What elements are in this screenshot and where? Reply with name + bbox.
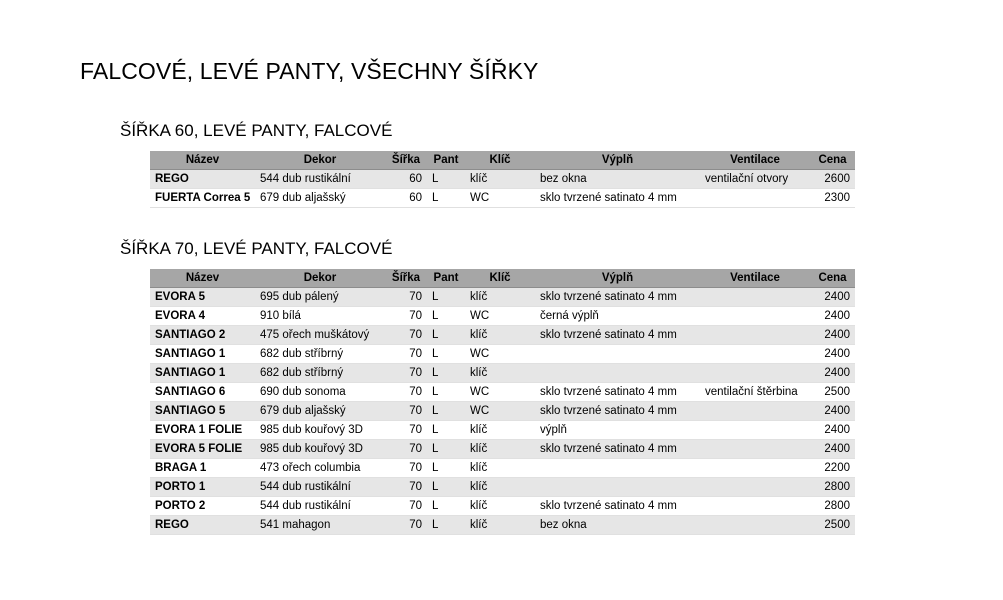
- table-row: [150, 170, 855, 189]
- cell-vypln: [535, 478, 700, 497]
- cell-ventilace: [700, 189, 810, 208]
- cell-cena: 2200: [810, 459, 855, 478]
- table-row: [150, 497, 855, 516]
- column-header-nazev: Název: [150, 151, 255, 170]
- cell-sirka: 70: [385, 307, 427, 326]
- cell-nazev: EVORA 5: [150, 288, 255, 307]
- cell-vypln: [535, 364, 700, 383]
- cell-sirka: 70: [385, 516, 427, 535]
- cell-pant: L: [427, 421, 465, 440]
- cell-nazev: REGO: [150, 170, 255, 189]
- cell-dekor: 682 dub stříbrný: [255, 345, 385, 364]
- cell-sirka: 70: [385, 364, 427, 383]
- cell-dekor: 679 dub aljašský: [255, 402, 385, 421]
- column-header-cena: Cena: [810, 269, 855, 288]
- cell-dekor: 544 dub rustikální: [255, 478, 385, 497]
- column-header-sirka: Šířka: [385, 151, 427, 170]
- cell-dekor: 541 mahagon: [255, 516, 385, 535]
- cell-klic: klíč: [465, 497, 535, 516]
- column-header-pant: Pant: [427, 269, 465, 288]
- cell-cena: 2800: [810, 478, 855, 497]
- cell-vypln: černá výplň: [535, 307, 700, 326]
- column-header-nazev: Název: [150, 269, 255, 288]
- cell-cena: 2400: [810, 402, 855, 421]
- cell-vypln: bez okna: [535, 170, 700, 189]
- cell-ventilace: [700, 345, 810, 364]
- section-title-width-70: ŠÍŘKA 70, LEVÉ PANTY, FALCOVÉ: [120, 239, 393, 258]
- cell-dekor: 679 dub aljašský: [255, 189, 385, 208]
- table-row: [150, 307, 855, 326]
- cell-pant: L: [427, 189, 465, 208]
- cell-klic: WC: [465, 307, 535, 326]
- cell-klic: klíč: [465, 478, 535, 497]
- cell-nazev: REGO: [150, 516, 255, 535]
- cell-klic: WC: [465, 402, 535, 421]
- column-header-klic: Klíč: [465, 151, 535, 170]
- cell-vypln: sklo tvrzené satinato 4 mm: [535, 497, 700, 516]
- cell-pant: L: [427, 383, 465, 402]
- cell-nazev: EVORA 5 FOLIE: [150, 440, 255, 459]
- table-row: [150, 288, 855, 307]
- cell-nazev: EVORA 4: [150, 307, 255, 326]
- cell-cena: 2400: [810, 345, 855, 364]
- cell-nazev: PORTO 2: [150, 497, 255, 516]
- cell-dekor: 985 dub kouřový 3D: [255, 421, 385, 440]
- column-header-vypln: Výplň: [535, 269, 700, 288]
- cell-cena: 2800: [810, 497, 855, 516]
- table-row: [150, 478, 855, 497]
- column-header-cena: Cena: [810, 151, 855, 170]
- cell-vypln: sklo tvrzené satinato 4 mm: [535, 402, 700, 421]
- cell-sirka: 70: [385, 383, 427, 402]
- cell-pant: L: [427, 440, 465, 459]
- table-row: [150, 440, 855, 459]
- table-row: [150, 516, 855, 535]
- cell-sirka: 70: [385, 421, 427, 440]
- table-row: [150, 364, 855, 383]
- table-header-row: [150, 151, 855, 170]
- cell-nazev: SANTIAGO 6: [150, 383, 255, 402]
- cell-vypln: výplň: [535, 421, 700, 440]
- cell-vypln: sklo tvrzené satinato 4 mm: [535, 189, 700, 208]
- cell-klic: klíč: [465, 516, 535, 535]
- cell-klic: klíč: [465, 440, 535, 459]
- cell-pant: L: [427, 326, 465, 345]
- cell-ventilace: [700, 421, 810, 440]
- cell-nazev: SANTIAGO 1: [150, 364, 255, 383]
- cell-vypln: sklo tvrzené satinato 4 mm: [535, 326, 700, 345]
- cell-pant: L: [427, 288, 465, 307]
- cell-vypln: sklo tvrzené satinato 4 mm: [535, 440, 700, 459]
- column-header-dekor: Dekor: [255, 151, 385, 170]
- cell-cena: 2400: [810, 326, 855, 345]
- cell-ventilace: [700, 440, 810, 459]
- cell-nazev: FUERTA Correa 5: [150, 189, 255, 208]
- column-header-dekor: Dekor: [255, 269, 385, 288]
- cell-pant: L: [427, 497, 465, 516]
- column-header-klic: Klíč: [465, 269, 535, 288]
- cell-dekor: 544 dub rustikální: [255, 497, 385, 516]
- cell-klic: klíč: [465, 421, 535, 440]
- cell-pant: L: [427, 307, 465, 326]
- column-header-ventilace: Ventilace: [700, 269, 810, 288]
- cell-pant: L: [427, 345, 465, 364]
- cell-vypln: sklo tvrzené satinato 4 mm: [535, 383, 700, 402]
- cell-cena: 2300: [810, 189, 855, 208]
- cell-dekor: 910 bílá: [255, 307, 385, 326]
- cell-pant: L: [427, 478, 465, 497]
- table-header-row: [150, 269, 855, 288]
- table-row: [150, 402, 855, 421]
- table-row: [150, 383, 855, 402]
- cell-dekor: 473 ořech columbia: [255, 459, 385, 478]
- cell-cena: 2400: [810, 440, 855, 459]
- cell-ventilace: [700, 478, 810, 497]
- cell-klic: klíč: [465, 459, 535, 478]
- cell-cena: 2400: [810, 364, 855, 383]
- cell-sirka: 70: [385, 459, 427, 478]
- column-header-sirka: Šířka: [385, 269, 427, 288]
- cell-ventilace: [700, 364, 810, 383]
- cell-vypln: [535, 345, 700, 364]
- cell-ventilace: [700, 288, 810, 307]
- cell-cena: 2500: [810, 516, 855, 535]
- cell-sirka: 70: [385, 497, 427, 516]
- cell-sirka: 70: [385, 345, 427, 364]
- cell-ventilace: [700, 326, 810, 345]
- cell-cena: 2500: [810, 383, 855, 402]
- cell-dekor: 682 dub stříbrný: [255, 364, 385, 383]
- cell-pant: L: [427, 459, 465, 478]
- cell-ventilace: [700, 497, 810, 516]
- column-header-ventilace: Ventilace: [700, 151, 810, 170]
- cell-klic: klíč: [465, 170, 535, 189]
- cell-nazev: PORTO 1: [150, 478, 255, 497]
- cell-pant: L: [427, 170, 465, 189]
- cell-nazev: BRAGA 1: [150, 459, 255, 478]
- cell-dekor: 690 dub sonoma: [255, 383, 385, 402]
- cell-pant: L: [427, 402, 465, 421]
- table-width-60: [150, 151, 855, 208]
- column-header-pant: Pant: [427, 151, 465, 170]
- cell-nazev: SANTIAGO 5: [150, 402, 255, 421]
- table-width-70: [150, 269, 855, 535]
- cell-pant: L: [427, 516, 465, 535]
- table-row: [150, 459, 855, 478]
- cell-nazev: SANTIAGO 1: [150, 345, 255, 364]
- section-title-width-60: ŠÍŘKA 60, LEVÉ PANTY, FALCOVÉ: [120, 121, 393, 140]
- cell-nazev: SANTIAGO 2: [150, 326, 255, 345]
- cell-cena: 2600: [810, 170, 855, 189]
- cell-dekor: 695 dub pálený: [255, 288, 385, 307]
- cell-cena: 2400: [810, 421, 855, 440]
- column-header-vypln: Výplň: [535, 151, 700, 170]
- page-title: FALCOVÉ, LEVÉ PANTY, VŠECHNY ŠÍŘKY: [80, 58, 539, 84]
- cell-sirka: 70: [385, 440, 427, 459]
- cell-sirka: 70: [385, 288, 427, 307]
- cell-ventilace: [700, 459, 810, 478]
- cell-dekor: 544 dub rustikální: [255, 170, 385, 189]
- table-row: [150, 326, 855, 345]
- table-row: [150, 421, 855, 440]
- cell-sirka: 70: [385, 326, 427, 345]
- cell-vypln: sklo tvrzené satinato 4 mm: [535, 288, 700, 307]
- cell-dekor: 475 ořech muškátový: [255, 326, 385, 345]
- cell-ventilace: [700, 516, 810, 535]
- cell-sirka: 70: [385, 478, 427, 497]
- cell-ventilace: [700, 307, 810, 326]
- cell-ventilace: [700, 402, 810, 421]
- cell-sirka: 60: [385, 189, 427, 208]
- cell-cena: 2400: [810, 288, 855, 307]
- cell-klic: WC: [465, 189, 535, 208]
- cell-ventilace: ventilační štěrbina: [700, 383, 810, 402]
- cell-klic: klíč: [465, 364, 535, 383]
- cell-nazev: EVORA 1 FOLIE: [150, 421, 255, 440]
- cell-klic: WC: [465, 345, 535, 364]
- cell-vypln: bez okna: [535, 516, 700, 535]
- table-row: [150, 345, 855, 364]
- cell-ventilace: ventilační otvory: [700, 170, 810, 189]
- cell-klic: WC: [465, 383, 535, 402]
- cell-dekor: 985 dub kouřový 3D: [255, 440, 385, 459]
- cell-sirka: 70: [385, 402, 427, 421]
- cell-klic: klíč: [465, 288, 535, 307]
- cell-sirka: 60: [385, 170, 427, 189]
- cell-vypln: [535, 459, 700, 478]
- table-row: [150, 189, 855, 208]
- cell-klic: klíč: [465, 326, 535, 345]
- cell-cena: 2400: [810, 307, 855, 326]
- cell-pant: L: [427, 364, 465, 383]
